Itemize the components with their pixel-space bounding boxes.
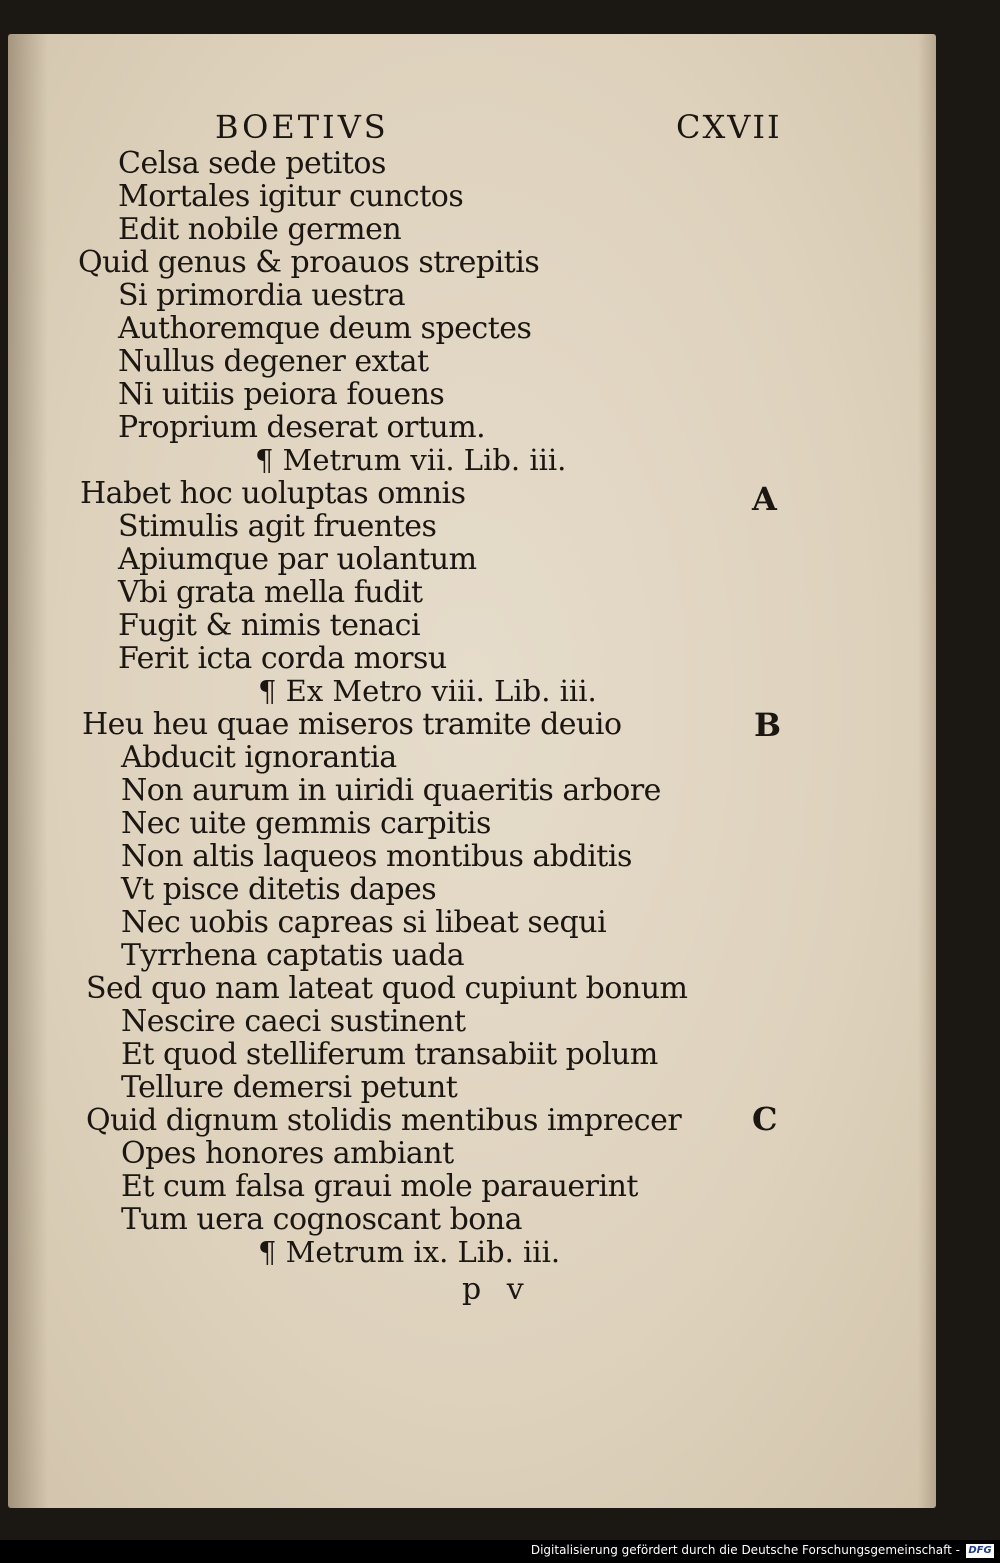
text-line: Celsa sede petitos xyxy=(118,146,386,181)
section-rubric: ¶ Metrum vii. Lib. iii. xyxy=(255,443,567,477)
text-line: Stimulis agit fruentes xyxy=(118,509,437,544)
text-line: Et quod stelliferum transabiit polum xyxy=(121,1037,658,1072)
margin-letter-b: B xyxy=(754,706,782,744)
text-line: Nullus degener extat xyxy=(118,344,429,379)
text-line: Apiumque par uolantum xyxy=(118,542,477,577)
signature-mark: p v xyxy=(462,1272,532,1307)
text-line: Heu heu quae miseros tramite deuio xyxy=(82,707,622,742)
text-line: Habet hoc uoluptas omnis xyxy=(80,476,466,511)
section-rubric: ¶ Metrum ix. Lib. iii. xyxy=(258,1235,561,1269)
text-line: Sed quo nam lateat quod cupiunt bonum xyxy=(86,971,688,1006)
text-line: Quid dignum stolidis mentibus imprecer xyxy=(86,1103,682,1138)
footer-bar xyxy=(0,1540,1000,1563)
text-line: Mortales igitur cunctos xyxy=(118,179,464,214)
text-line: Nec uite gemmis carpitis xyxy=(121,806,491,841)
margin-letter-c: C xyxy=(752,1100,778,1138)
text-line: Vbi grata mella fudit xyxy=(118,575,423,610)
text-line: Authoremque deum spectes xyxy=(118,311,532,346)
footer-credit: Digitalisierung gefördert durch die Deutsche Forschungsgemeinschaft - xyxy=(530,1543,960,1557)
text-line: Tum uera cognoscant bona xyxy=(121,1202,523,1237)
running-head: BOETIVS xyxy=(215,108,389,146)
text-line: Nec uobis capreas si libeat sequi xyxy=(121,905,607,940)
text-line: Et cum falsa graui mole parauerint xyxy=(121,1169,638,1204)
text-line: Fugit & nimis tenaci xyxy=(118,608,421,643)
text-line: Ni uitiis peiora fouens xyxy=(118,377,445,412)
text-line: Nescire caeci sustinent xyxy=(121,1004,466,1039)
text-line: Non aurum in uiridi quaeritis arbore xyxy=(121,773,661,808)
text-line: Edit nobile germen xyxy=(118,212,402,247)
text-line: Abducit ignorantia xyxy=(121,740,397,775)
text-line: Si primordia uestra xyxy=(118,278,406,313)
text-line: Non altis laqueos montibus abditis xyxy=(121,839,632,874)
text-line: Ferit icta corda morsu xyxy=(118,641,447,676)
text-line: Tyrrhena captatis uada xyxy=(121,938,465,973)
text-line: Tellure demersi petunt xyxy=(121,1070,458,1105)
dfg-logo: DFG xyxy=(966,1544,994,1558)
page-edge xyxy=(918,34,936,1508)
text-line: Opes honores ambiant xyxy=(121,1136,454,1171)
text-line: Proprium deserat ortum. xyxy=(118,410,486,445)
text-line: Quid genus & proauos strepitis xyxy=(78,245,540,280)
section-rubric: ¶ Ex Metro viii. Lib. iii. xyxy=(258,674,597,708)
text-line: Vt pisce ditetis dapes xyxy=(121,872,437,907)
folio-number: CXVII xyxy=(676,108,782,146)
gutter-shadow xyxy=(8,34,48,1508)
margin-letter-a: A xyxy=(752,480,777,518)
